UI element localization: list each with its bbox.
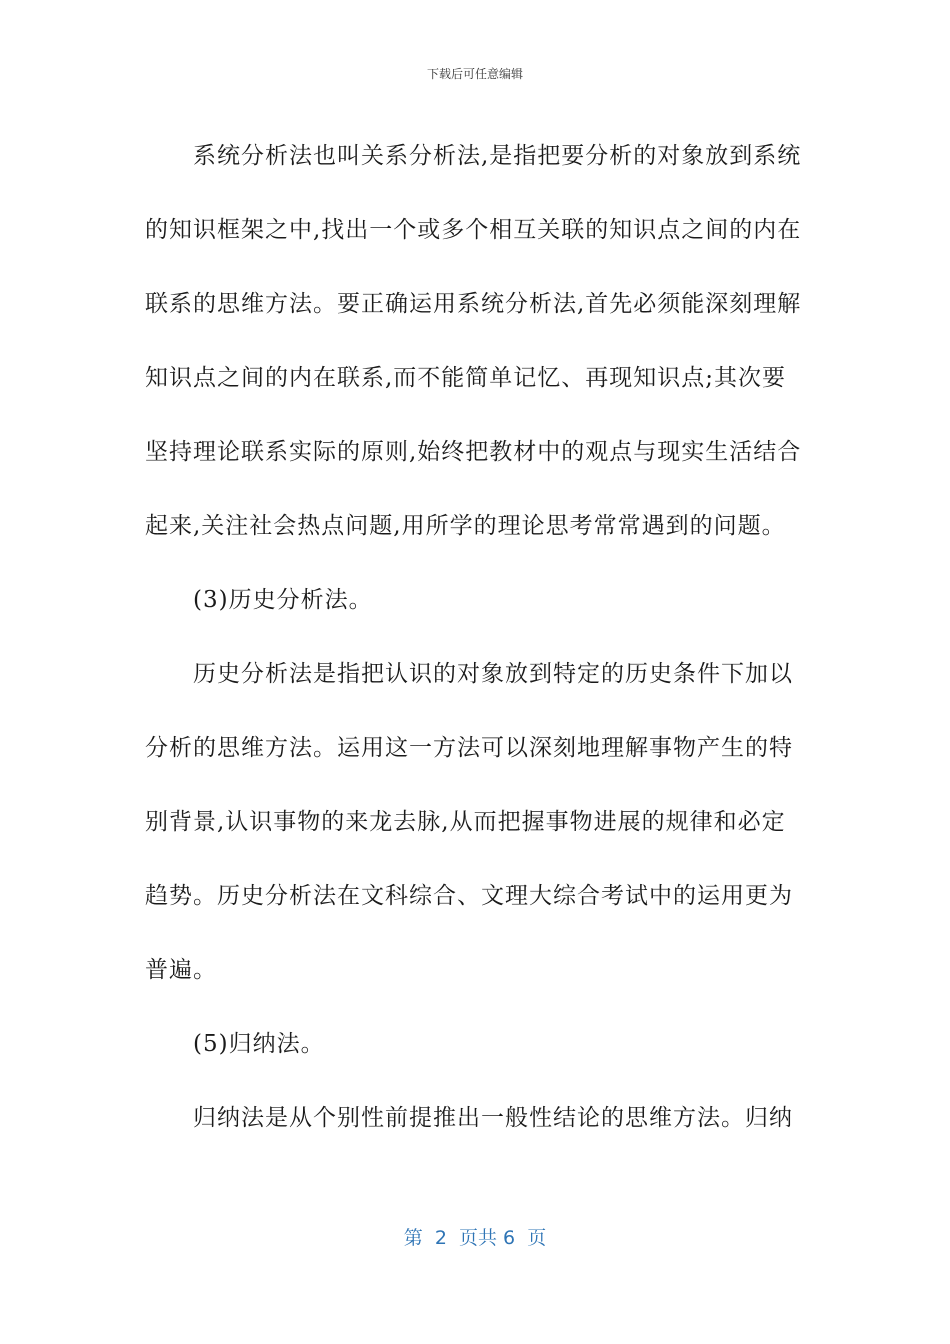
paragraph-system-analysis: 系统分析法也叫关系分析法,是指把要分析的对象放到系统的知识框架之中,找出一个或多个相互关联的知识点之间的内在联系的思维方法。要正确运用系统分析法,首先必须能深刻理解知识点之间的内在联系,而不能简单记忆、再现知识点;其次要坚持理论联系实际的原则,始终把教材中的观点与现实生活结合起来,关注社会热点问题,用所学的理论思考常常遇到的问题。: [145, 143, 802, 539]
heading-induction: (5)归纳法。: [193, 1031, 325, 1057]
body-text: [145, 119, 805, 1155]
header-note: 下载后可任意编辑: [426, 67, 523, 81]
paragraph-historical-analysis: 历史分析法是指把认识的对象放到特定的历史条件下加以分析的思维方法。运用这一方法可以深刻地理解事物产生的特别背景,认识事物的来龙去脉,从而把握事物进展的规律和必定趋势。历史分析法在文科综合、文理大综合考试中的运用更为普遍。: [145, 661, 793, 983]
paragraph-induction: 归纳法是从个别性前提推出一般性结论的思维方法。归纳: [193, 1105, 793, 1131]
heading-historical-analysis: (3)历史分析法。: [193, 587, 373, 613]
page-number-footer: 第 2 页共 6 页: [403, 1227, 547, 1249]
